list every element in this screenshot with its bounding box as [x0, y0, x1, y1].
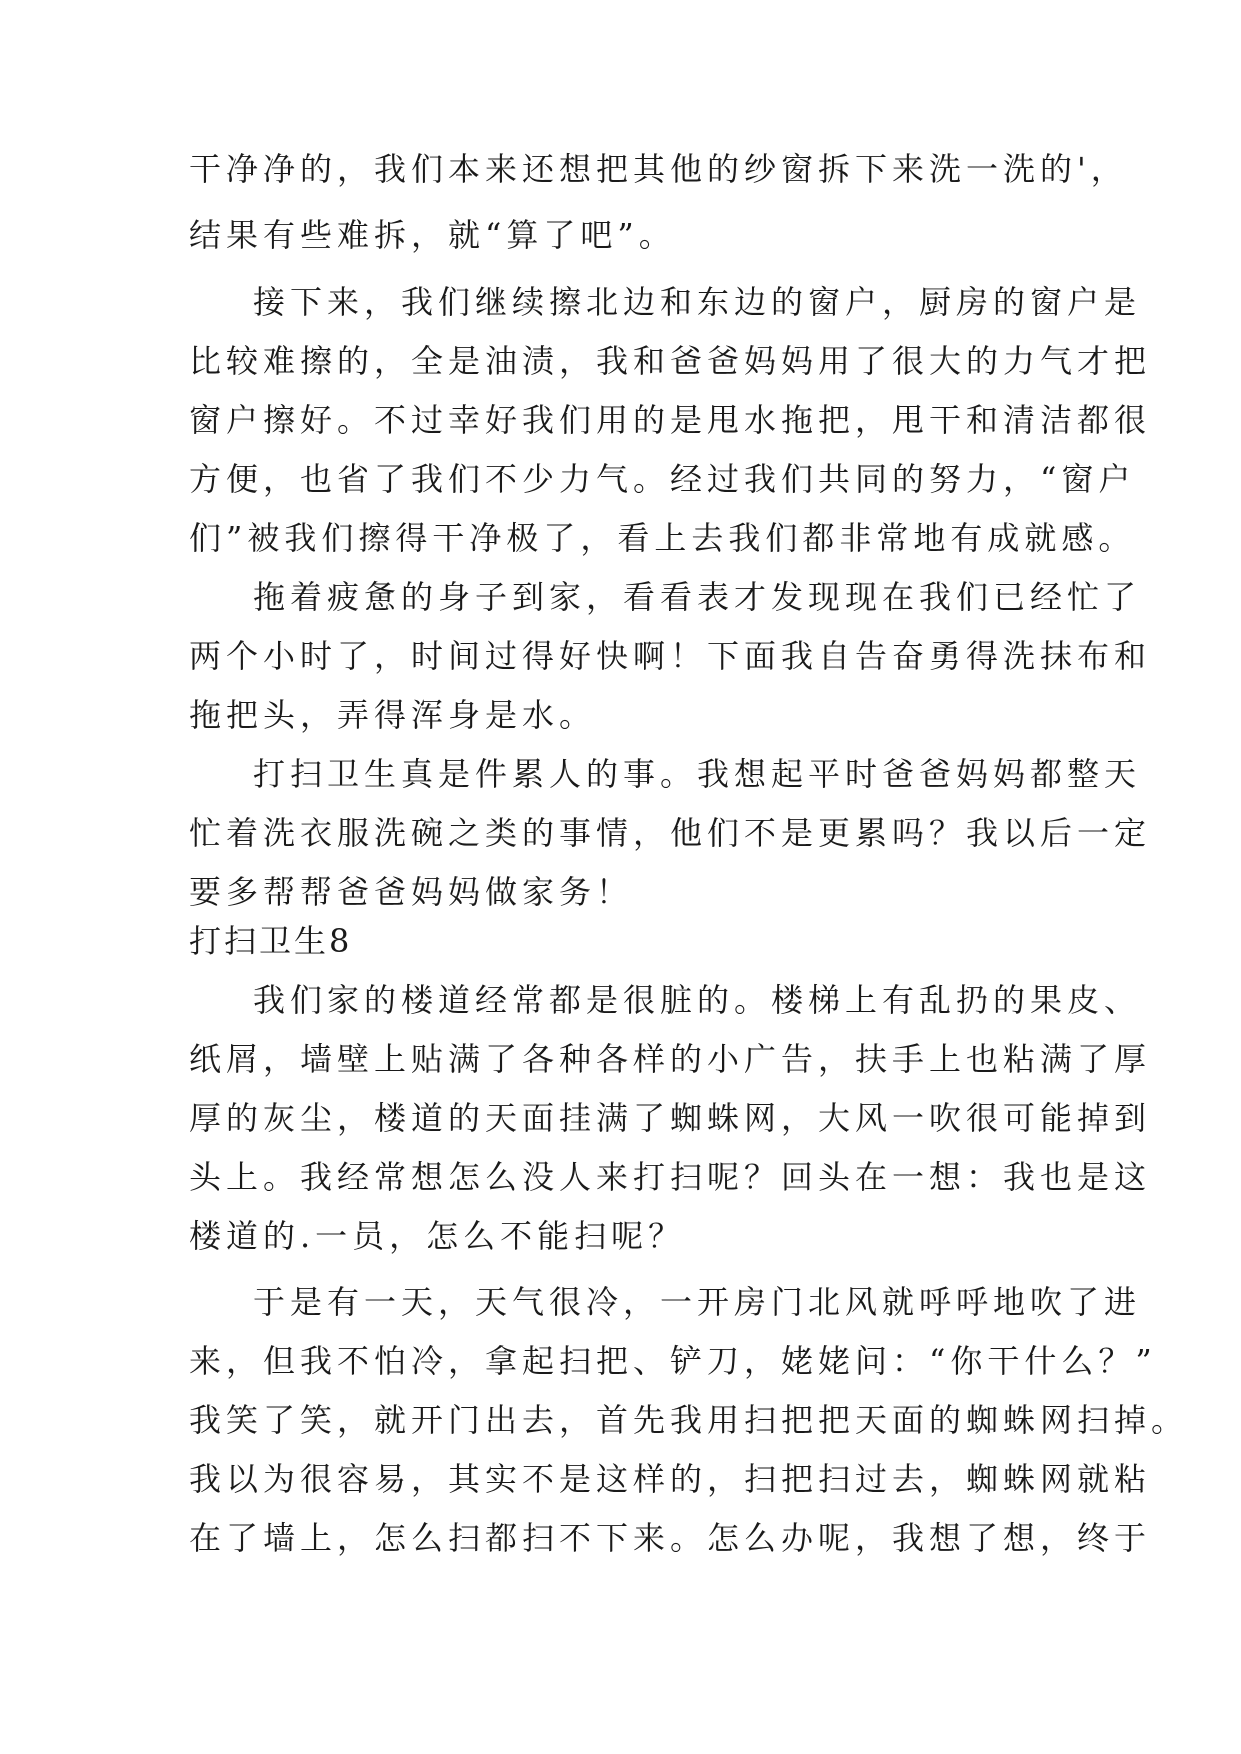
paragraph-start-line: 接下来，我们继续擦北边和东边的窗户，厨房的窗户是 — [253, 283, 1142, 321]
text-line: 要多帮帮爸爸妈妈做家务！ — [189, 873, 634, 911]
text-line: 忙着洗衣服洗碗之类的事情，他们不是更累吗？我以后一定 — [189, 814, 1152, 852]
text-line: 两个小时了，时间过得好快啊！下面我自告奋勇得洗抹布和 — [189, 637, 1152, 675]
paragraph-start-line: 我们家的楼道经常都是很脏的。楼梯上有乱扔的果皮、 — [253, 981, 1142, 1019]
text-line: 头上。我经常想怎么没人来打扫呢？回头在一想：我也是这 — [189, 1158, 1152, 1196]
text-line: 们”被我们擦得干净极了，看上去我们都非常地有成就感。 — [189, 519, 1136, 557]
text-line: 方便，也省了我们不少力气。经过我们共同的努力，“窗户 — [189, 460, 1136, 498]
text-line: 楼道的.一员，怎么不能扫呢？ — [189, 1217, 686, 1255]
text-line: 厚的灰尘，楼道的天面挂满了蜘蛛网，大风一吹很可能掉到 — [189, 1099, 1152, 1137]
text-line: 比较难擦的，全是油渍，我和爸爸妈妈用了很大的力气才把 — [189, 342, 1152, 380]
text-line: 来，但我不怕冷，拿起扫把、铲刀，姥姥问：“你干什么？” — [189, 1342, 1157, 1380]
text-line: 纸屑，墙壁上贴满了各种各样的小广告，扶手上也粘满了厚 — [189, 1040, 1152, 1078]
paragraph-start-line: 拖着疲惫的身子到家，看看表才发现现在我们已经忙了 — [253, 578, 1142, 616]
text-line: 拖把头，弄得浑身是水。 — [189, 696, 597, 734]
text-line: 我笑了笑，就开门出去，首先我用扫把把天面的蜘蛛网扫掉。 — [189, 1401, 1189, 1439]
text-line: 结果有些难拆，就“算了吧”。 — [189, 216, 676, 254]
text-line: 窗户擦好。不过幸好我们用的是甩水拖把，甩干和清洁都很 — [189, 401, 1152, 439]
text-line: 在了墙上，怎么扫都扫不下来。怎么办呢，我想了想，终于 — [189, 1519, 1152, 1557]
text-line: 我以为很容易，其实不是这样的，扫把扫过去，蜘蛛网就粘 — [189, 1460, 1152, 1498]
paragraph-start-line: 打扫卫生真是件累人的事。我想起平时爸爸妈妈都整天 — [253, 755, 1142, 793]
text-line: 干净净的，我们本来还想把其他的纱窗拆下来洗一洗的'， — [189, 150, 1128, 188]
paragraph-start-line: 于是有一天，天气很冷，一开房门北风就呼呼地吹了进 — [253, 1283, 1142, 1321]
section-heading: 打扫卫生8 — [189, 922, 353, 960]
